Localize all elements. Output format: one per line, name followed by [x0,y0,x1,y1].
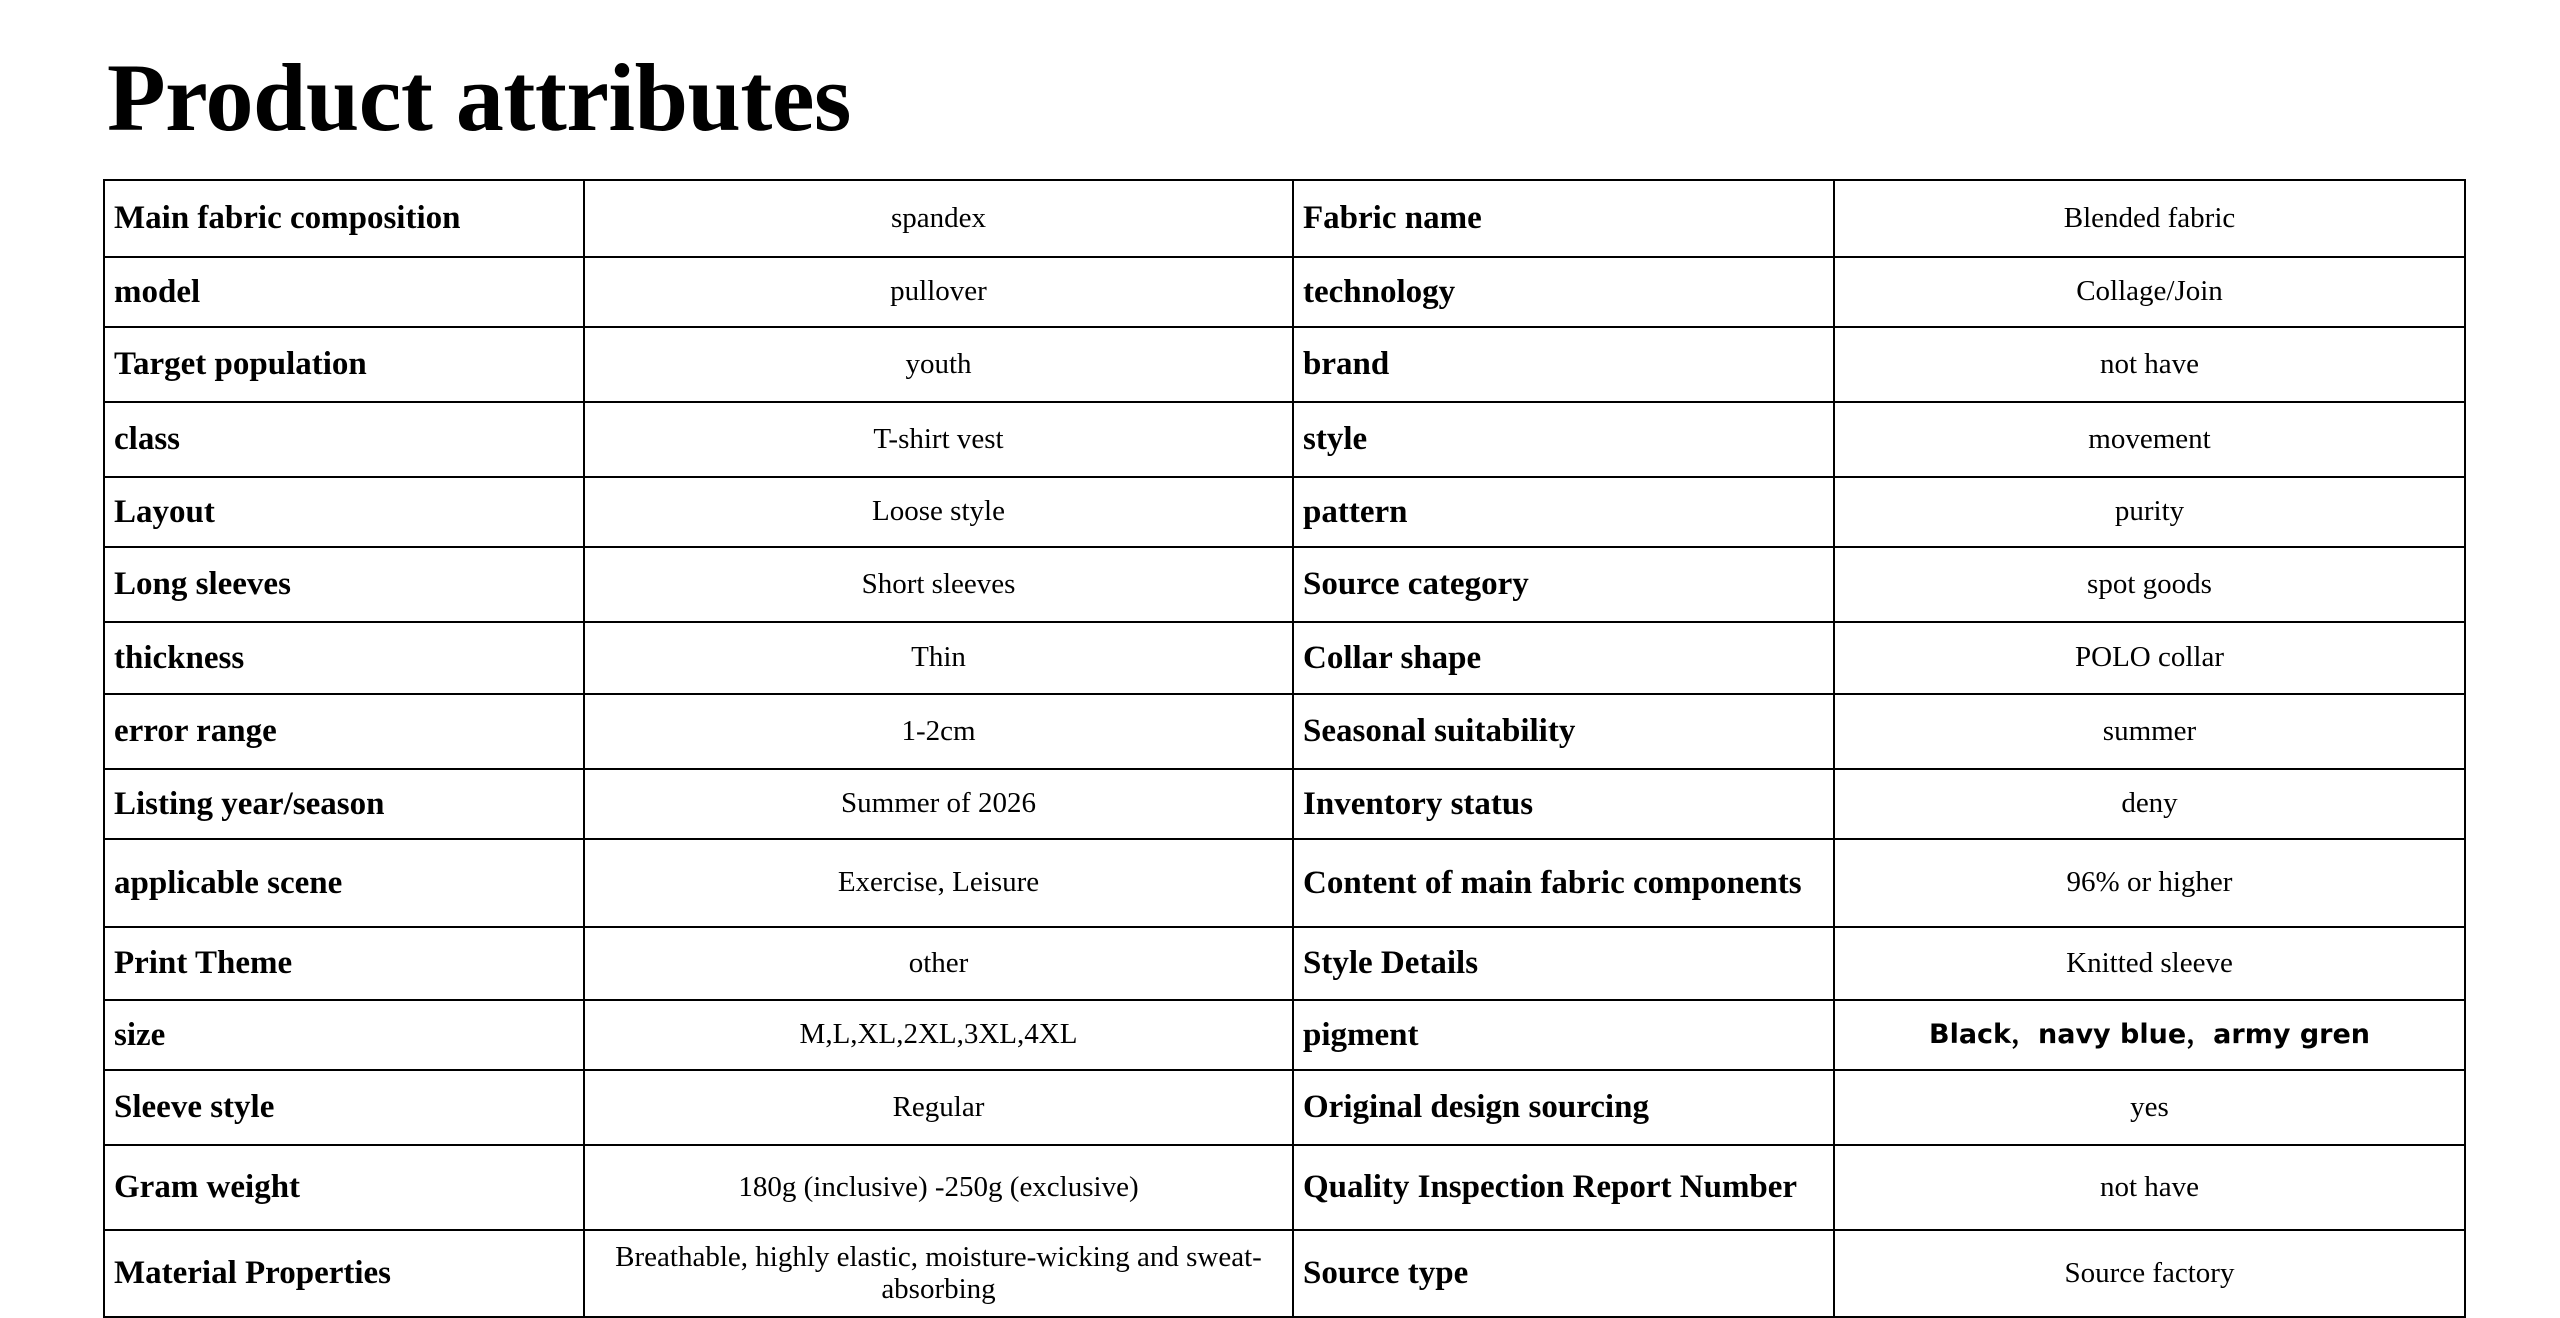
attribute-label: pattern [1293,477,1834,547]
table-row [104,180,2465,257]
attribute-value: Exercise, Leisure [584,839,1293,927]
attribute-label: Inventory status [1293,769,1834,839]
table-row [104,327,2465,402]
attribute-label: Quality Inspection Report Number [1293,1145,1834,1230]
attribute-label: error range [104,694,584,769]
table-row [104,1000,2465,1070]
attribute-value: Thin [584,622,1293,694]
attribute-value: Short sleeves [584,547,1293,622]
attribute-label: Collar shape [1293,622,1834,694]
attribute-label: style [1293,402,1834,477]
attribute-value: Summer of 2026 [584,769,1293,839]
table-row [104,1230,2465,1317]
attribute-label: Style Details [1293,927,1834,1000]
attribute-value: deny [1834,769,2465,839]
attribute-value: movement [1834,402,2465,477]
attribute-value: 180g (inclusive) -250g (exclusive) [584,1145,1293,1230]
attribute-value: spot goods [1834,547,2465,622]
table-row [104,402,2465,477]
attribute-label: Target population [104,327,584,402]
attribute-label: brand [1293,327,1834,402]
attribute-label: Listing year/season [104,769,584,839]
attribute-label: Source type [1293,1230,1834,1317]
attribute-value: Blended fabric [1834,180,2465,257]
attribute-label: model [104,257,584,327]
page-title: Product attributes [107,44,851,151]
product-attributes-table [103,179,2466,1318]
attribute-value: Breathable, highly elastic, moisture-wicking and sweat-absorbing [584,1230,1293,1317]
attribute-value: Collage/Join [1834,257,2465,327]
table-row [104,622,2465,694]
attribute-value: summer [1834,694,2465,769]
attribute-value: Regular [584,1070,1293,1145]
attribute-label: Sleeve style [104,1070,584,1145]
attribute-value: 96% or higher [1834,839,2465,927]
table-row [104,694,2465,769]
table-row [104,477,2465,547]
attribute-label: Seasonal suitability [1293,694,1834,769]
attribute-value: not have [1834,1145,2465,1230]
attribute-label: size [104,1000,584,1070]
table-row [104,769,2465,839]
attribute-label: thickness [104,622,584,694]
attribute-value: 1-2cm [584,694,1293,769]
attribute-label: applicable scene [104,839,584,927]
attribute-value: yes [1834,1070,2465,1145]
attribute-value: youth [584,327,1293,402]
attribute-value: Knitted sleeve [1834,927,2465,1000]
attribute-label: pigment [1293,1000,1834,1070]
table-row [104,839,2465,927]
attribute-value: Source factory [1834,1230,2465,1317]
attribute-value: other [584,927,1293,1000]
attribute-value: not have [1834,327,2465,402]
attribute-value: POLO collar [1834,622,2465,694]
attribute-label: Fabric name [1293,180,1834,257]
table-row [104,547,2465,622]
attribute-value: Black，navy blue，army gren [1834,1000,2465,1070]
attribute-label: Main fabric composition [104,180,584,257]
table-row [104,1070,2465,1145]
attribute-value: Loose style [584,477,1293,547]
attribute-label: Material Properties [104,1230,584,1317]
attribute-label: Original design sourcing [1293,1070,1834,1145]
attribute-label: technology [1293,257,1834,327]
attribute-value: purity [1834,477,2465,547]
attribute-label: Layout [104,477,584,547]
attribute-value: T-shirt vest [584,402,1293,477]
table-row [104,257,2465,327]
table-row [104,927,2465,1000]
attribute-label: Source category [1293,547,1834,622]
attribute-label: Content of main fabric components [1293,839,1834,927]
attribute-value: spandex [584,180,1293,257]
attribute-label: Long sleeves [104,547,584,622]
attribute-label: class [104,402,584,477]
attribute-value: pullover [584,257,1293,327]
attribute-value: M,L,XL,2XL,3XL,4XL [584,1000,1293,1070]
attribute-label: Print Theme [104,927,584,1000]
attribute-label: Gram weight [104,1145,584,1230]
table-row [104,1145,2465,1230]
